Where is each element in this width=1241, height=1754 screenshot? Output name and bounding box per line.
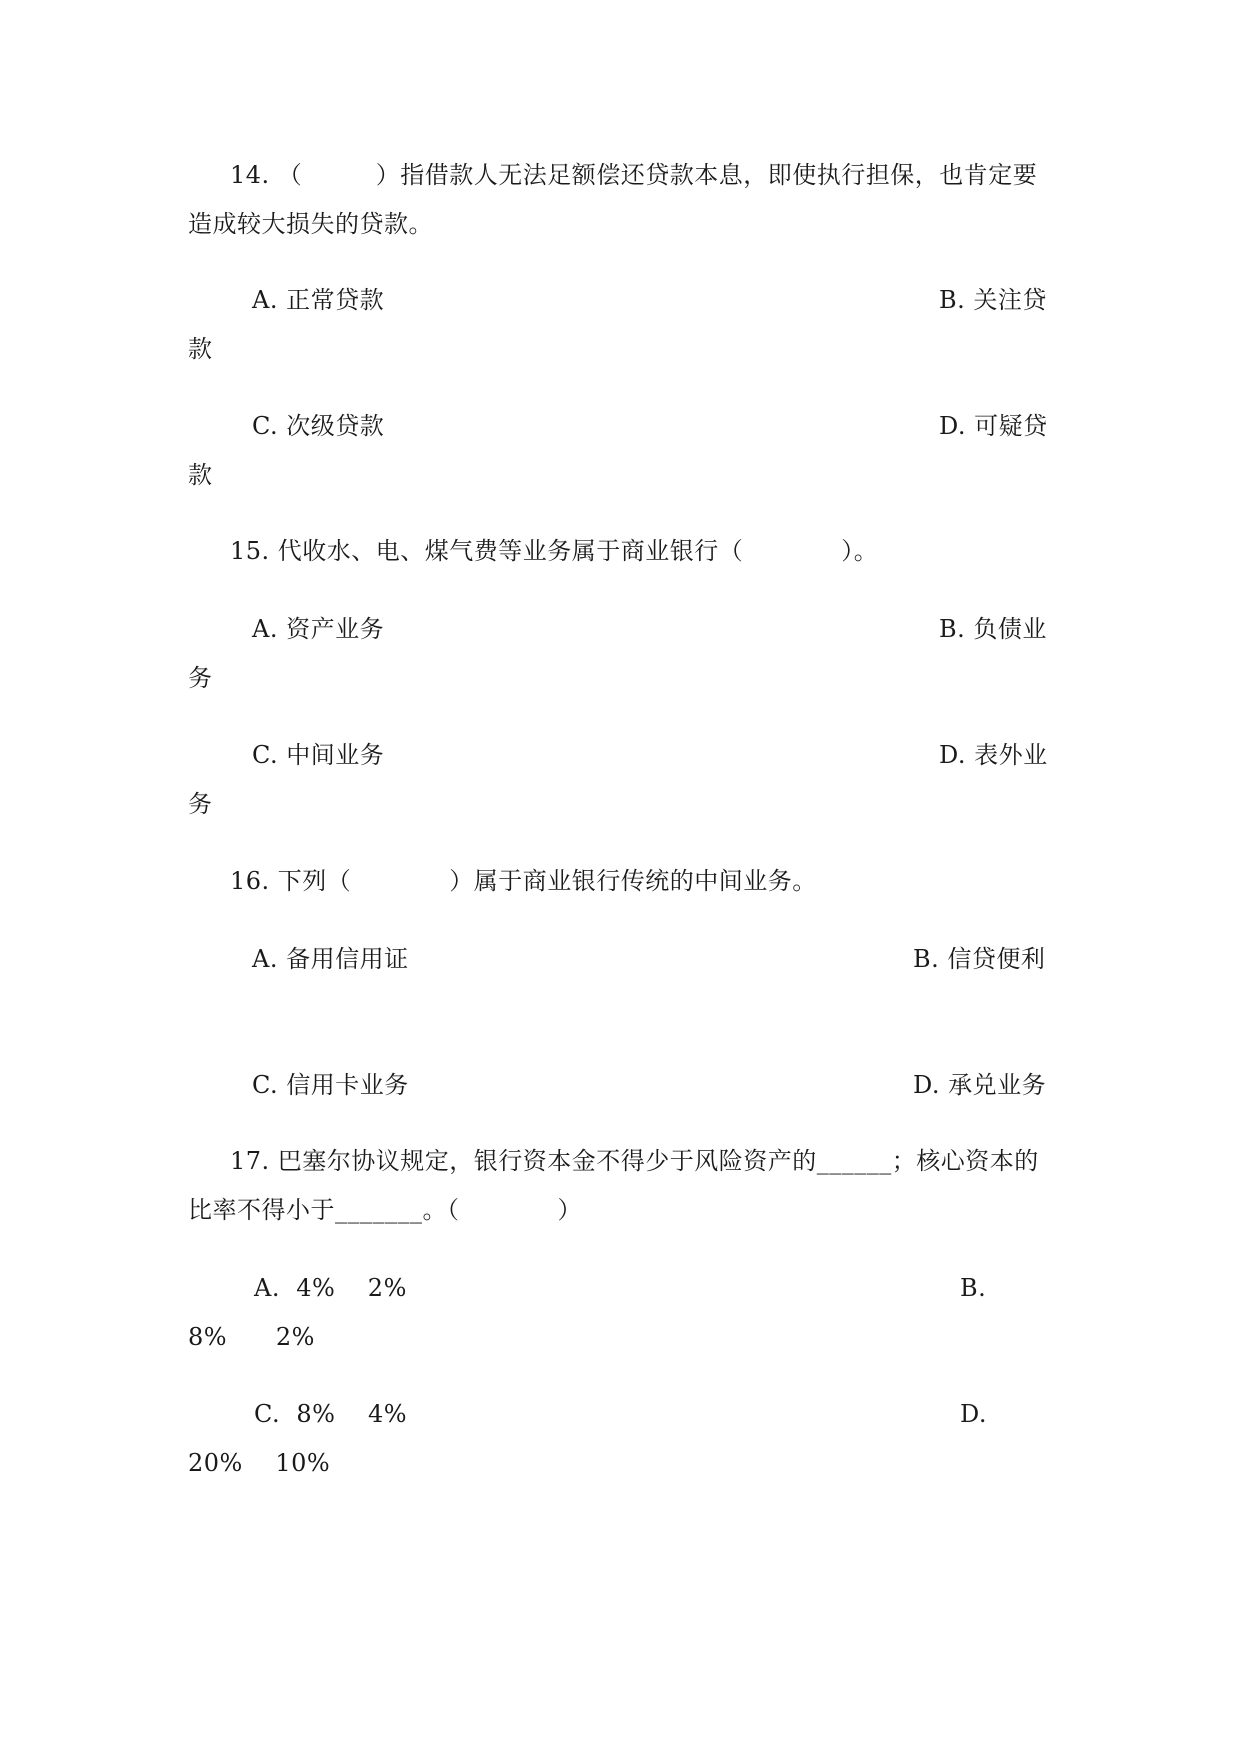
option-c: C. 次级贷款 <box>252 412 385 440</box>
option-d-wrap: 务 <box>188 790 213 818</box>
option-b: B. <box>960 1274 987 1302</box>
option-a: A. 4% 2% <box>254 1274 407 1302</box>
option-d: D. <box>960 1400 988 1428</box>
option-a: A. 正常贷款 <box>252 286 385 314</box>
option-b-wrap: 款 <box>188 335 213 363</box>
option-d-wrap: 款 <box>188 461 213 489</box>
option-d: D. 可疑贷 <box>939 412 1048 440</box>
option-c: C. 8% 4% <box>254 1400 408 1428</box>
question-stem: 15. 代收水、电、煤气费等业务属于商业银行（ ）。 <box>230 537 879 565</box>
option-d-wrap: 20% 10% <box>188 1449 331 1477</box>
option-b: B. 负债业 <box>939 615 1047 643</box>
option-a: A. 备用信用证 <box>252 945 409 973</box>
question-stem: 14. （ ）指借款人无法足额偿还贷款本息，即使执行担保，也肯定要 <box>230 161 1038 189</box>
option-d: D. 表外业 <box>939 741 1048 769</box>
option-b: B. 关注贷 <box>939 286 1047 314</box>
option-b: B. 信贷便利 <box>913 945 1046 973</box>
question-stem-continued: 造成较大损失的贷款。 <box>188 210 433 238</box>
question-stem: 17. 巴塞尔协议规定，银行资本金不得少于风险资产的______；核心资本的 <box>230 1147 1039 1175</box>
option-d: D. 承兑业务 <box>913 1071 1047 1099</box>
question-stem-continued: 比率不得小于_______。（ ） <box>188 1196 582 1224</box>
option-b-wrap: 务 <box>188 664 213 692</box>
question-stem: 16. 下列（ ）属于商业银行传统的中间业务。 <box>230 867 817 895</box>
option-c: C. 中间业务 <box>252 741 385 769</box>
option-b-wrap: 8% 2% <box>188 1323 315 1351</box>
option-c: C. 信用卡业务 <box>252 1071 409 1099</box>
option-a: A. 资产业务 <box>252 615 385 643</box>
